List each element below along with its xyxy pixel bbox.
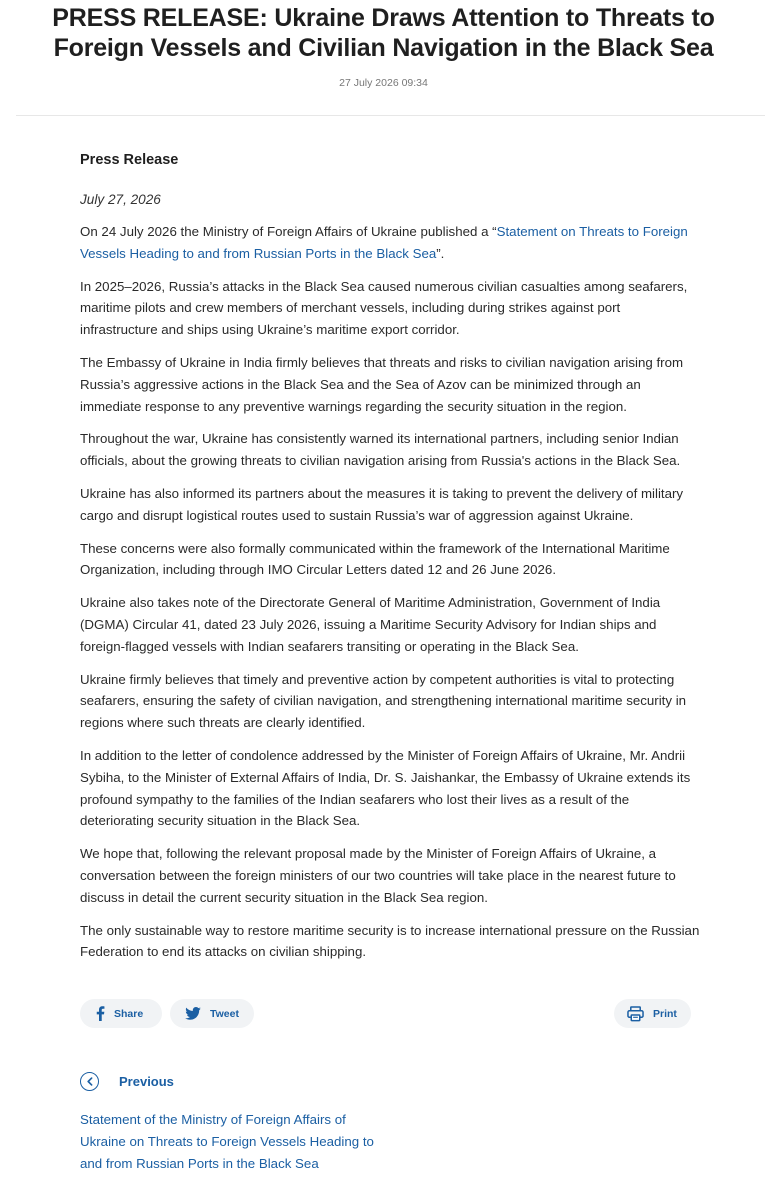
body-paragraph: The Embassy of Ukraine in India firmly believes that threats and risks to civilian navigation arising from Russia’s aggressive actions in the Black Sea and the Sea of Azov can be minimized through an immediate response to any preventive warnings regarding the security situation in the region. [80,354,684,414]
previous-link[interactable] [80,1072,174,1091]
printer-icon [627,1006,644,1022]
intro-paragraph [80,221,700,265]
previous-article-title[interactable]: Statement of the Ministry of Foreign Affairs of Ukraine on Threats to Foreign Vessels Heading to and from Russian Ports in the Black Sea [80,1112,374,1171]
publish-date: 27 July 2026 09:34 [339,77,428,89]
print-label: Print [653,1007,677,1020]
chevron-left-icon [80,1072,99,1091]
body-paragraph: Ukraine firmly believes that timely and preventive action by competent authorities is vital to protecting seafarers, ensuring the safety of civilian navigation, and strengthening international maritime security in regions where such threats are clearly identified. [80,671,687,731]
share-label: Share [114,1007,144,1020]
share-bar [80,999,691,1029]
article-body [80,152,700,974]
article-header [0,0,767,89]
page-title: PRESS RELEASE: Ukraine Draws Attention to Threats to Foreign Vessels and Civilian Navigation in the Black Sea [52,4,715,62]
intro-text-before: On 24 July 2026 the Ministry of Foreign Affairs of Ukraine published a “ [80,224,497,239]
body-paragraph: Ukraine also takes note of the Directorate General of Maritime Administration, Government of India (DGMA) Circular 41, dated 23 July 2026, issuing a Maritime Security Advisory for Indian ships and foreign-flagged vessels with Indian seafarers transiting or operating in the Black Sea. [80,595,661,654]
body-paragraph: The only sustainable way to restore maritime security is to increase international pressure on the Russian Federation to end its attacks on civilian shipping. [80,922,700,960]
section-label: Press Release [80,152,179,168]
twitter-icon [185,1007,201,1020]
previous-label: Previous [119,1074,174,1089]
facebook-icon [96,1006,105,1021]
tweet-label: Tweet [210,1007,239,1020]
body-paragraph: These concerns were also formally communicated within the framework of the International Maritime Organization, including through IMO Circular Letters dated 12 and 26 June 2026. [80,540,670,578]
body-paragraph: In addition to the letter of condolence addressed by the Minister of Foreign Affairs of Ukraine, Mr. Andrii Sybiha, to the Minister of External Affairs of India, Dr. S. Jaishankar, the Embassy of Ukraine extends its profound sympathy to the families of the Indian seafarers who lost their lives as a result of the deteriorating security situation in the Black Sea. [80,747,691,829]
tweet-button[interactable] [170,999,254,1028]
print-button[interactable] [614,999,691,1028]
dateline: July 27, 2026 [80,192,161,207]
intro-text-after: ”. [436,245,445,261]
body-paragraph: Ukraine has also informed its partners about the measures it is taking to prevent the delivery of military cargo and disrupt logistical routes used to sustain Russia’s war of aggression against Ukraine. [80,485,684,523]
header-divider [16,115,765,116]
share-button[interactable] [80,999,162,1028]
statement-link[interactable]: Statement on Threats to Foreign Vessels Heading to and from Russian Ports in the Black Sea [80,224,688,261]
body-paragraph: We hope that, following the relevant proposal made by the Minister of Foreign Affairs of Ukraine, a conversation between the foreign ministers of our two countries will take place in the nearest future to discuss in detail the current security situation in the Black Sea region. [80,846,676,905]
body-paragraph: Throughout the war, Ukraine has consistently warned its international partners, including senior Indian officials, about the growing threats to civilian navigation arising from Russia's actions in the Black Sea. [80,431,681,469]
body-paragraph: In 2025–2026, Russia’s attacks in the Black Sea caused numerous civilian casualties among seafarers, maritime pilots and crew members of merchant vessels, including during strikes against port infrastructure and ships using Ukraine’s maritime export corridor. [80,278,688,338]
